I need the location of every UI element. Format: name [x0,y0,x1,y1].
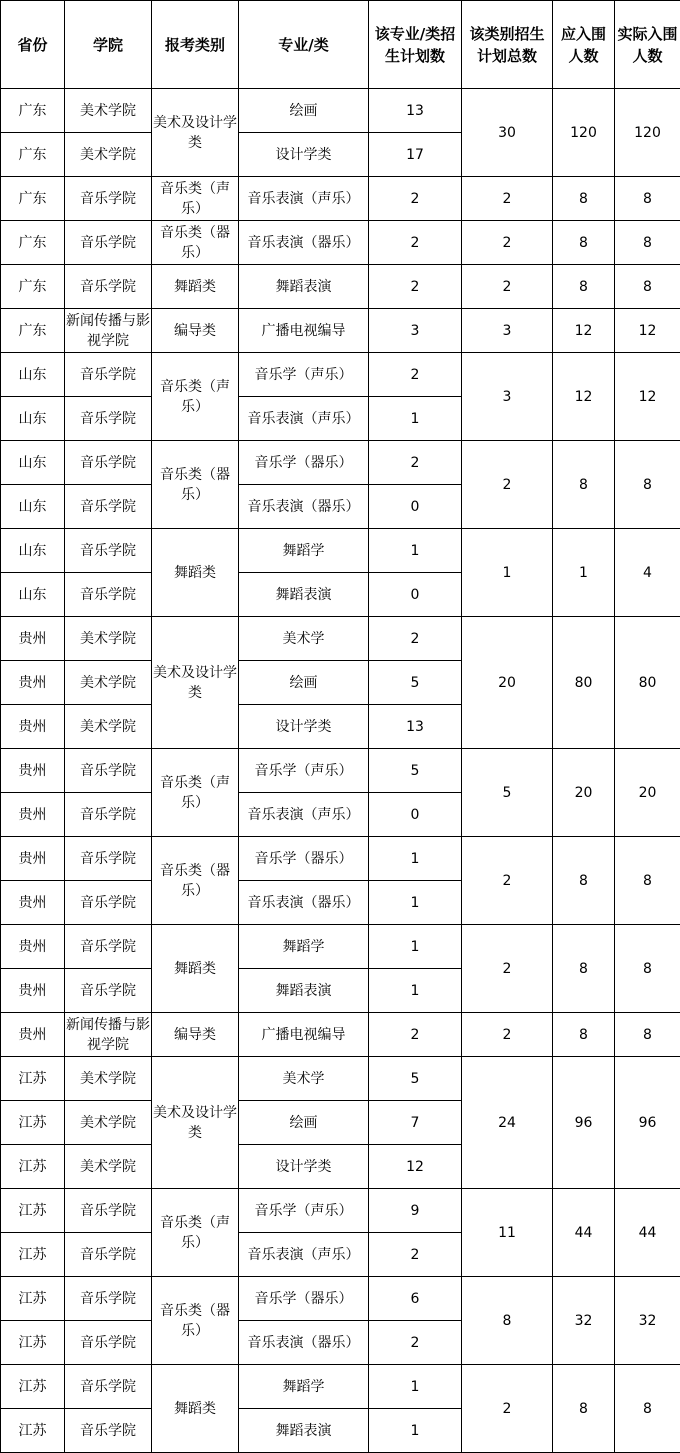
cell-college: 美术学院 [65,89,152,133]
cell-category-total: 2 [462,837,553,925]
cell-college: 音乐学院 [65,1189,152,1233]
cell-category: 舞蹈类 [152,1365,239,1453]
cell-category: 音乐类（器乐） [152,1277,239,1365]
cell-major-plan: 1 [369,1409,462,1453]
cell-province: 江苏 [1,1409,65,1453]
header-category: 报考类别 [152,1,239,89]
cell-actual-count: 12 [615,309,680,353]
cell-category-total: 20 [462,617,553,749]
cell-major-plan: 5 [369,661,462,705]
cell-major: 设计学类 [239,1145,369,1189]
cell-category: 美术及设计学类 [152,617,239,749]
cell-college: 音乐学院 [65,1277,152,1321]
cell-province: 贵州 [1,1013,65,1057]
cell-required-count: 8 [553,221,615,265]
header-major: 专业/类 [239,1,369,89]
cell-actual-count: 8 [615,925,680,1013]
cell-province: 贵州 [1,881,65,925]
cell-major-plan: 6 [369,1277,462,1321]
cell-province: 江苏 [1,1365,65,1409]
cell-category-total: 8 [462,1277,553,1365]
cell-major: 绘画 [239,661,369,705]
cell-actual-count: 8 [615,441,680,529]
cell-major: 舞蹈学 [239,1365,369,1409]
cell-major-plan: 9 [369,1189,462,1233]
cell-province: 江苏 [1,1145,65,1189]
cell-major: 音乐表演（声乐） [239,397,369,441]
cell-major: 音乐表演（器乐） [239,881,369,925]
cell-actual-count: 32 [615,1277,680,1365]
cell-major-plan: 13 [369,705,462,749]
cell-major-plan: 1 [369,837,462,881]
table-row [1,1365,680,1409]
cell-major: 绘画 [239,1101,369,1145]
table-row [1,353,680,397]
cell-province: 山东 [1,485,65,529]
cell-major-plan: 2 [369,1233,462,1277]
table-row [1,529,680,573]
cell-actual-count: 12 [615,353,680,441]
header-major-plan: 该专业/类招生计划数 [369,1,462,89]
cell-major-plan: 7 [369,1101,462,1145]
cell-college: 音乐学院 [65,1321,152,1365]
cell-required-count: 8 [553,265,615,309]
cell-required-count: 8 [553,1013,615,1057]
cell-actual-count: 8 [615,265,680,309]
cell-major: 设计学类 [239,705,369,749]
cell-actual-count: 8 [615,221,680,265]
cell-actual-count: 8 [615,1013,680,1057]
cell-major: 音乐表演（器乐） [239,1321,369,1365]
cell-province: 山东 [1,529,65,573]
table-row [1,925,680,969]
table-row [1,89,680,133]
cell-province: 广东 [1,309,65,353]
table-row [1,1277,680,1321]
cell-province: 江苏 [1,1057,65,1101]
cell-major-plan: 13 [369,89,462,133]
cell-college: 音乐学院 [65,881,152,925]
cell-major-plan: 2 [369,1321,462,1365]
cell-category: 音乐类（声乐） [152,177,239,221]
cell-major: 音乐表演（器乐） [239,221,369,265]
table-row [1,177,680,221]
cell-category-total: 2 [462,925,553,1013]
cell-major: 音乐表演（声乐） [239,177,369,221]
cell-required-count: 44 [553,1189,615,1277]
header-actual-count: 实际入围人数 [615,1,680,89]
cell-college: 音乐学院 [65,441,152,485]
table-row [1,441,680,485]
header-required-count: 应入围人数 [553,1,615,89]
cell-major: 音乐学（声乐） [239,749,369,793]
header-row [1,1,680,89]
cell-major-plan: 0 [369,793,462,837]
cell-province: 山东 [1,573,65,617]
cell-major-plan: 2 [369,265,462,309]
cell-college: 美术学院 [65,1145,152,1189]
header-category-total: 该类别招生计划总数 [462,1,553,89]
cell-college: 美术学院 [65,705,152,749]
cell-major-plan: 2 [369,617,462,661]
cell-major-plan: 3 [369,309,462,353]
cell-category: 舞蹈类 [152,529,239,617]
cell-province: 广东 [1,89,65,133]
cell-college: 音乐学院 [65,1409,152,1453]
cell-major-plan: 1 [369,529,462,573]
cell-major-plan: 12 [369,1145,462,1189]
cell-required-count: 8 [553,441,615,529]
cell-major-plan: 2 [369,353,462,397]
cell-category: 舞蹈类 [152,925,239,1013]
table-row [1,1189,680,1233]
cell-province: 贵州 [1,661,65,705]
cell-category-total: 5 [462,749,553,837]
header-province: 省份 [1,1,65,89]
table-row [1,837,680,881]
table-row [1,1057,680,1101]
cell-province: 广东 [1,177,65,221]
cell-major: 舞蹈表演 [239,573,369,617]
cell-major-plan: 1 [369,1365,462,1409]
table-body [1,89,680,1453]
cell-major-plan: 2 [369,441,462,485]
cell-required-count: 96 [553,1057,615,1189]
cell-category-total: 2 [462,1013,553,1057]
cell-major-plan: 1 [369,881,462,925]
cell-required-count: 80 [553,617,615,749]
cell-province: 贵州 [1,617,65,661]
cell-required-count: 120 [553,89,615,177]
cell-college: 音乐学院 [65,837,152,881]
cell-category-total: 2 [462,1365,553,1453]
cell-province: 贵州 [1,705,65,749]
cell-major-plan: 2 [369,177,462,221]
cell-province: 广东 [1,221,65,265]
cell-category: 美术及设计学类 [152,1057,239,1189]
cell-province: 江苏 [1,1233,65,1277]
cell-college: 音乐学院 [65,353,152,397]
cell-actual-count: 8 [615,1365,680,1453]
cell-college: 音乐学院 [65,265,152,309]
cell-actual-count: 8 [615,177,680,221]
cell-category: 美术及设计学类 [152,89,239,177]
cell-major: 音乐表演（器乐） [239,485,369,529]
cell-major-plan: 0 [369,573,462,617]
cell-province: 贵州 [1,925,65,969]
cell-province: 江苏 [1,1321,65,1365]
cell-major: 广播电视编导 [239,309,369,353]
cell-province: 贵州 [1,749,65,793]
cell-category-total: 24 [462,1057,553,1189]
cell-required-count: 12 [553,309,615,353]
cell-major: 舞蹈表演 [239,969,369,1013]
cell-college: 音乐学院 [65,221,152,265]
cell-province: 广东 [1,133,65,177]
cell-major: 设计学类 [239,133,369,177]
cell-category: 音乐类（器乐） [152,837,239,925]
table-row [1,265,680,309]
cell-category-total: 2 [462,221,553,265]
cell-category-total: 30 [462,89,553,177]
cell-required-count: 8 [553,1365,615,1453]
cell-province: 江苏 [1,1101,65,1145]
cell-actual-count: 120 [615,89,680,177]
cell-major: 音乐学（器乐） [239,1277,369,1321]
cell-major: 音乐表演（声乐） [239,793,369,837]
cell-category: 编导类 [152,1013,239,1057]
cell-major: 音乐学（器乐） [239,837,369,881]
cell-major: 美术学 [239,1057,369,1101]
cell-province: 贵州 [1,837,65,881]
cell-category-total: 1 [462,529,553,617]
cell-category: 音乐类（器乐） [152,441,239,529]
cell-major: 舞蹈表演 [239,265,369,309]
cell-college: 美术学院 [65,1057,152,1101]
cell-major-plan: 5 [369,749,462,793]
cell-category-total: 2 [462,177,553,221]
cell-major: 音乐学（声乐） [239,353,369,397]
cell-major-plan: 5 [369,1057,462,1101]
cell-category-total: 11 [462,1189,553,1277]
table-row [1,617,680,661]
cell-major: 音乐学（器乐） [239,441,369,485]
cell-college: 音乐学院 [65,573,152,617]
cell-required-count: 12 [553,353,615,441]
cell-college: 新闻传播与影视学院 [65,309,152,353]
cell-required-count: 8 [553,837,615,925]
cell-province: 江苏 [1,1189,65,1233]
cell-major: 音乐表演（声乐） [239,1233,369,1277]
table-row [1,221,680,265]
cell-major: 美术学 [239,617,369,661]
cell-province: 山东 [1,353,65,397]
table-row [1,309,680,353]
cell-major-plan: 0 [369,485,462,529]
cell-major: 舞蹈学 [239,925,369,969]
cell-college: 音乐学院 [65,1365,152,1409]
cell-actual-count: 20 [615,749,680,837]
cell-actual-count: 80 [615,617,680,749]
cell-major: 广播电视编导 [239,1013,369,1057]
cell-category-total: 2 [462,441,553,529]
cell-actual-count: 96 [615,1057,680,1189]
cell-required-count: 8 [553,177,615,221]
cell-college: 音乐学院 [65,485,152,529]
cell-college: 音乐学院 [65,529,152,573]
cell-major: 舞蹈表演 [239,1409,369,1453]
cell-major: 绘画 [239,89,369,133]
cell-college: 音乐学院 [65,177,152,221]
cell-required-count: 20 [553,749,615,837]
cell-major-plan: 1 [369,925,462,969]
cell-category: 音乐类（声乐） [152,749,239,837]
cell-major: 音乐学（声乐） [239,1189,369,1233]
cell-category: 音乐类（声乐） [152,1189,239,1277]
cell-college: 美术学院 [65,661,152,705]
cell-actual-count: 4 [615,529,680,617]
cell-college: 音乐学院 [65,925,152,969]
cell-major-plan: 1 [369,397,462,441]
cell-college: 新闻传播与影视学院 [65,1013,152,1057]
cell-college: 美术学院 [65,1101,152,1145]
cell-category-total: 3 [462,353,553,441]
cell-actual-count: 8 [615,837,680,925]
cell-required-count: 8 [553,925,615,1013]
cell-major: 舞蹈学 [239,529,369,573]
cell-province: 山东 [1,441,65,485]
cell-actual-count: 44 [615,1189,680,1277]
cell-category-total: 2 [462,265,553,309]
cell-college: 美术学院 [65,617,152,661]
cell-category: 音乐类（声乐） [152,353,239,441]
cell-major-plan: 1 [369,969,462,1013]
cell-required-count: 32 [553,1277,615,1365]
table-row [1,749,680,793]
cell-province: 山东 [1,397,65,441]
cell-college: 音乐学院 [65,1233,152,1277]
cell-college: 音乐学院 [65,397,152,441]
cell-category: 音乐类（器乐） [152,221,239,265]
cell-required-count: 1 [553,529,615,617]
cell-major-plan: 2 [369,1013,462,1057]
header-college: 学院 [65,1,152,89]
cell-category-total: 3 [462,309,553,353]
cell-category: 舞蹈类 [152,265,239,309]
cell-province: 贵州 [1,793,65,837]
table-row [1,1013,680,1057]
cell-category: 编导类 [152,309,239,353]
cell-college: 美术学院 [65,133,152,177]
cell-major-plan: 17 [369,133,462,177]
cell-major-plan: 2 [369,221,462,265]
cell-province: 贵州 [1,969,65,1013]
cell-college: 音乐学院 [65,749,152,793]
cell-province: 江苏 [1,1277,65,1321]
cell-college: 音乐学院 [65,793,152,837]
cell-province: 广东 [1,265,65,309]
cell-college: 音乐学院 [65,969,152,1013]
